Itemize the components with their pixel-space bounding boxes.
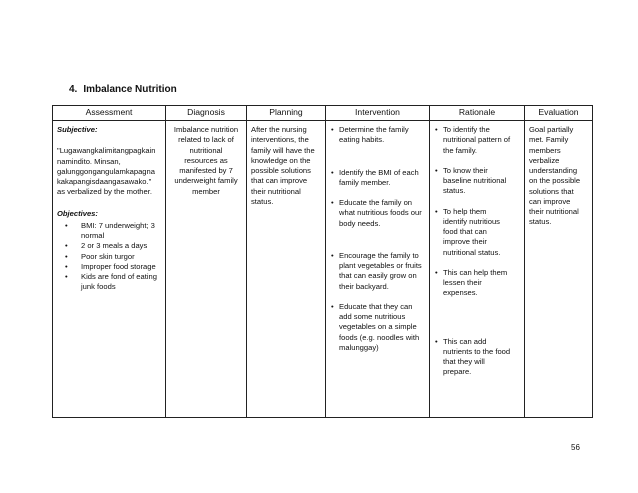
intervention-line: • Encourage the family to <box>339 250 419 260</box>
rationale-line: • This can add <box>443 336 487 346</box>
intervention-line: • Educate the family on <box>339 198 413 207</box>
objective-item: • 2 or 3 meals a days <box>57 241 161 251</box>
objective-item: • BMI: 7 underweight; 3 normal <box>57 221 161 242</box>
planning-line: family will have the <box>251 145 315 155</box>
evaluation-line: can improve <box>529 196 571 206</box>
intervention-line: • Educate that they can <box>339 301 413 311</box>
care-plan-table <box>52 105 593 418</box>
diagnosis-line: member <box>192 186 220 196</box>
subjective-line: namindito. Minsan, <box>57 156 121 166</box>
subjective-line: "Lugawangkalimitangpagkain <box>57 146 156 156</box>
section-title: Imbalance Nutrition <box>83 84 177 95</box>
planning-line: status. <box>251 196 274 206</box>
intervention-item <box>330 125 425 146</box>
intervention-line: • Determine the family <box>339 125 409 134</box>
intervention-line: vegetables on a simple <box>339 322 417 332</box>
objectives-list <box>57 221 161 293</box>
header-intervention: Intervention <box>326 106 430 121</box>
evaluation-line: their nutritional <box>529 207 579 216</box>
subjective-line: galunggongangulamkapagna <box>57 166 155 176</box>
rationale-line: the family. <box>443 145 478 155</box>
rationale-line: expenses. <box>443 288 478 298</box>
intervention-line: eating habits. <box>339 135 385 145</box>
rationale-line: • To know their <box>443 165 488 175</box>
objective-item: • Improper food storage <box>57 262 161 272</box>
intervention-list <box>330 125 425 353</box>
header-assessment: Assessment <box>53 106 166 121</box>
intervention-item <box>330 251 425 292</box>
rationale-line: lessen their <box>443 278 482 287</box>
evaluation-line: understanding <box>529 166 578 175</box>
intervention-line: what nutritious foods our <box>339 208 422 218</box>
evaluation-line: status. <box>529 217 552 227</box>
planning-line: their nutritional <box>251 186 301 196</box>
intervention-line: • Identify the BMI of each <box>339 167 419 177</box>
planning-line: After the nursing <box>251 125 307 134</box>
header-evaluation: Evaluation <box>525 106 593 121</box>
intervention-line: plant vegetables or fruits <box>339 261 422 270</box>
evaluation-cell <box>525 121 593 418</box>
subjective-label: Subjective: <box>57 125 98 134</box>
rationale-line: identify nutritious <box>443 216 500 226</box>
rationale-line: • To identify the <box>443 125 490 134</box>
intervention-line: foods (e.g. noodles with <box>339 332 420 342</box>
intervention-line: their backyard. <box>339 281 389 291</box>
intervention-item <box>330 168 425 189</box>
planning-cell <box>247 121 326 418</box>
rationale-line: that they will <box>443 357 485 366</box>
diagnosis-line: related to lack of <box>178 135 234 145</box>
objective-item: • Kids are fond of eating junk foods <box>57 272 161 293</box>
rationale-line: prepare. <box>443 367 472 377</box>
diagnosis-line: manifested by 7 <box>179 166 233 175</box>
planning-line: knowledge on the <box>251 155 311 165</box>
page-number: 56 <box>571 443 580 452</box>
evaluation-line: on the possible <box>529 176 581 186</box>
table-row <box>53 121 593 418</box>
rationale-line: improve their <box>443 237 487 247</box>
subjective-line: as verbalized by the mother. <box>57 187 152 197</box>
rationale-item <box>434 125 520 156</box>
assessment-cell <box>53 121 166 418</box>
intervention-line: that can easily grow on <box>339 271 417 281</box>
rationale-line: status. <box>443 186 466 196</box>
rationale-line: nutrients to the food <box>443 346 511 356</box>
intervention-line: family member. <box>339 177 391 187</box>
evaluation-line: solutions that <box>529 186 574 196</box>
rationale-item <box>434 337 520 378</box>
intervention-line: malunggay) <box>339 342 379 352</box>
evaluation-line: verbalize <box>529 155 560 165</box>
section-number: 4. <box>69 84 78 95</box>
evaluation-line: met. Family <box>529 135 569 145</box>
diagnosis-line: Imbalance nutrition <box>173 125 239 134</box>
intervention-item <box>330 198 425 229</box>
header-rationale: Rationale <box>430 106 525 121</box>
rationale-line: • This can help them <box>443 267 508 277</box>
objective-item: • Poor skin turgor <box>57 252 161 262</box>
section-heading <box>69 84 177 95</box>
diagnosis-line: underweight family <box>174 176 238 186</box>
planning-line: that can improve <box>251 176 308 186</box>
rationale-cell <box>430 121 525 418</box>
rationale-line: baseline nutritional <box>443 176 507 185</box>
planning-line: interventions, the <box>251 135 309 145</box>
header-diagnosis: Diagnosis <box>166 106 247 121</box>
evaluation-line: members <box>529 145 561 155</box>
diagnosis-line: resources as <box>184 155 228 165</box>
rationale-line: nutritional pattern of <box>443 135 511 145</box>
header-planning: Planning <box>247 106 326 121</box>
objectives-label: Objectives: <box>57 208 98 218</box>
rationale-list <box>434 125 520 378</box>
subjective-line: kakapangisdaangasawako." <box>57 177 152 186</box>
rationale-item <box>434 268 520 299</box>
planning-line: possible solutions <box>251 166 311 175</box>
intervention-line: body needs. <box>339 218 381 228</box>
intervention-line: add some nutritious <box>339 312 406 321</box>
header-row <box>53 106 593 121</box>
intervention-cell <box>326 121 430 418</box>
rationale-line: food that can <box>443 227 487 236</box>
evaluation-line: Goal partially <box>529 125 574 134</box>
diagnosis-cell <box>166 121 247 418</box>
intervention-item <box>330 302 425 353</box>
rationale-item <box>434 207 520 258</box>
rationale-item <box>434 166 520 197</box>
diagnosis-line: nutritional <box>189 145 223 155</box>
rationale-line: nutritional status. <box>443 247 501 257</box>
rationale-line: • To help them <box>443 206 487 216</box>
